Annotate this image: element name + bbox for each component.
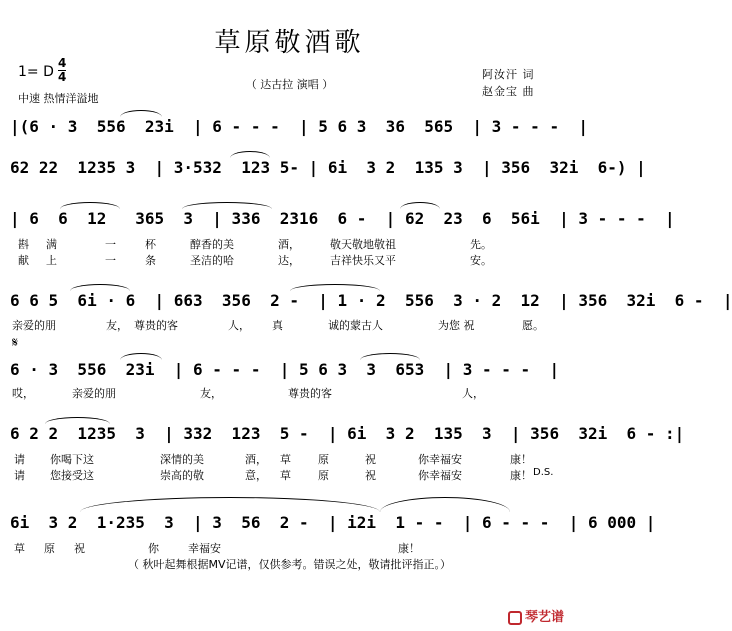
lyric-word: 真 <box>272 319 283 332</box>
lyric-word: 请 <box>14 453 25 466</box>
time-signature-bottom: 4 <box>58 70 67 84</box>
slur-mark <box>290 284 380 291</box>
lyric-word: 你幸福安 <box>418 469 462 482</box>
notation-row-6: 6 2 2 1235 3 | 332 123 5 - | 6i 3 2 135 3 | 356 32i 6 - :| <box>10 424 685 443</box>
lyric-word: 你幸福安 <box>418 453 462 466</box>
notation-row-1: |(6 · 3 556 23i | 6 - - - | 5 6 3 36 565 | 3 - - - | <box>10 117 588 136</box>
lyrics-row-3-verse-2 <box>10 252 570 266</box>
lyric-word: 亲爱的朋 <box>12 319 56 332</box>
lyric-word: 祝 <box>74 542 85 555</box>
lyric-word: 尊贵的客 <box>288 387 332 400</box>
lyrics-row-4 <box>10 317 570 331</box>
lyric-word: 杯 <box>145 238 156 251</box>
notation-row-4: 6 6 5 6i · 6 | 663 356 2 - | 1 · 2 556 3 · 2 12 | 356 32i 6 - | <box>10 291 732 310</box>
lyric-word: 崇高的敬 <box>160 469 204 482</box>
lyric-word: 为您 祝 <box>438 319 475 332</box>
performer-line: （ 达古拉 演唱 ） <box>245 78 334 91</box>
lyric-word: 你 <box>148 542 159 555</box>
slur-mark <box>380 497 510 512</box>
lyric-word: 吉祥快乐又平 <box>330 254 396 267</box>
time-signature-top: 4 <box>58 56 67 70</box>
lyrics-row-6-verse-2 <box>10 467 570 481</box>
lyric-word: 祝 <box>365 453 376 466</box>
lyric-word: 原 <box>44 542 55 555</box>
lyric-word: 人， <box>462 387 484 400</box>
key-signature: 1= D <box>18 64 54 80</box>
lyric-word: 人， <box>228 319 250 332</box>
notation-row-3: | 6 6 12 365 3 | 336 2316 6 - | 62 23 6 56i | 3 - - - | <box>10 209 675 228</box>
lyrics-row-5 <box>10 385 570 399</box>
lyric-word: 献 <box>18 254 29 267</box>
lyricist-credit: 阿汝汗 词 <box>482 68 535 81</box>
slur-mark <box>80 497 380 512</box>
song-title: 草原敬酒歌 <box>214 28 365 58</box>
slur-mark <box>120 110 162 117</box>
lyric-word: 深情的美 <box>160 453 204 466</box>
lyric-word: 诚的蒙古人 <box>328 319 383 332</box>
lyric-word: 您接受这 <box>50 469 94 482</box>
slur-mark <box>400 202 440 209</box>
lyrics-row-3-verse-1 <box>10 236 570 250</box>
lyric-word: 上 <box>46 254 57 267</box>
lyric-word: 条 <box>145 254 156 267</box>
lyric-word: 酒， <box>245 453 267 466</box>
watermark-text: 琴艺谱 <box>525 610 565 625</box>
composer-credit: 赵金宝 曲 <box>482 85 535 98</box>
slur-mark <box>70 284 130 291</box>
lyric-word: 哎， <box>12 387 34 400</box>
lyric-word: 友， <box>200 387 222 400</box>
lyric-word: 达， <box>278 254 300 267</box>
lyric-word: 斟 <box>18 238 29 251</box>
slur-mark <box>230 151 270 158</box>
lyric-word: 亲爱的朋 <box>72 387 116 400</box>
piano-logo-icon <box>508 611 522 625</box>
slur-mark <box>45 417 110 424</box>
watermark-logo <box>508 606 564 625</box>
tempo-marking: 中速 热情洋溢地 <box>18 92 99 105</box>
lyric-word: 草 <box>280 453 291 466</box>
lyric-word: 一 <box>105 238 116 251</box>
lyric-word: 一 <box>105 254 116 267</box>
lyric-word: 安。 <box>470 254 492 267</box>
lyric-word: 草 <box>280 469 291 482</box>
notation-row-5: 6 · 3 556 23i | 6 - - - | 5 6 3 3 653 | 3 - - - | <box>10 360 560 379</box>
slur-mark <box>120 353 162 360</box>
lyric-word: 康！ <box>510 453 532 466</box>
lyric-word: 意， <box>245 469 267 482</box>
lyric-word: 先。 <box>470 238 492 251</box>
lyric-word: 康！ <box>398 542 420 555</box>
lyric-word: 你喝下这 <box>50 453 94 466</box>
ds-mark: D.S. <box>533 467 554 478</box>
time-signature <box>58 58 66 83</box>
notation-row-2: 62 22 1235 3 | 3·532 123 5- | 6i 3 2 135 3 | 356 32i 6-) | <box>10 158 646 177</box>
lyric-word: 敬天敬地敬祖 <box>330 238 396 251</box>
lyrics-row-6-verse-1 <box>10 451 570 465</box>
slur-mark <box>60 202 120 209</box>
slur-mark <box>182 202 272 209</box>
slur-mark <box>360 353 420 360</box>
lyric-word: 原 <box>318 453 329 466</box>
lyric-word: 康！ <box>510 469 532 482</box>
lyric-word: 满 <box>46 238 57 251</box>
lyric-word: 幸福安 <box>188 542 221 555</box>
segno-sign: 𝄋 <box>12 335 19 351</box>
lyric-word: 请 <box>14 469 25 482</box>
lyric-word: 尊贵的客 <box>134 319 178 332</box>
lyric-word: 愿。 <box>522 319 544 332</box>
footnote: （ 秋叶起舞根据MV记谱，仅供参考。错误之处，敬请批评指正。） <box>127 558 451 571</box>
lyric-word: 酒， <box>278 238 300 251</box>
lyric-word: 原 <box>318 469 329 482</box>
lyric-word: 祝 <box>365 469 376 482</box>
lyric-word: 圣洁的哈 <box>190 254 234 267</box>
notation-row-7: 6i 3 2 1·235 3 | 3 56 2 - | i2i 1 - - | 6 - - - | 6 000 | <box>10 513 656 532</box>
lyric-word: 友， <box>106 319 128 332</box>
lyric-word: 草 <box>14 542 25 555</box>
lyrics-row-7 <box>10 540 570 554</box>
lyric-word: 醇香的美 <box>190 238 234 251</box>
